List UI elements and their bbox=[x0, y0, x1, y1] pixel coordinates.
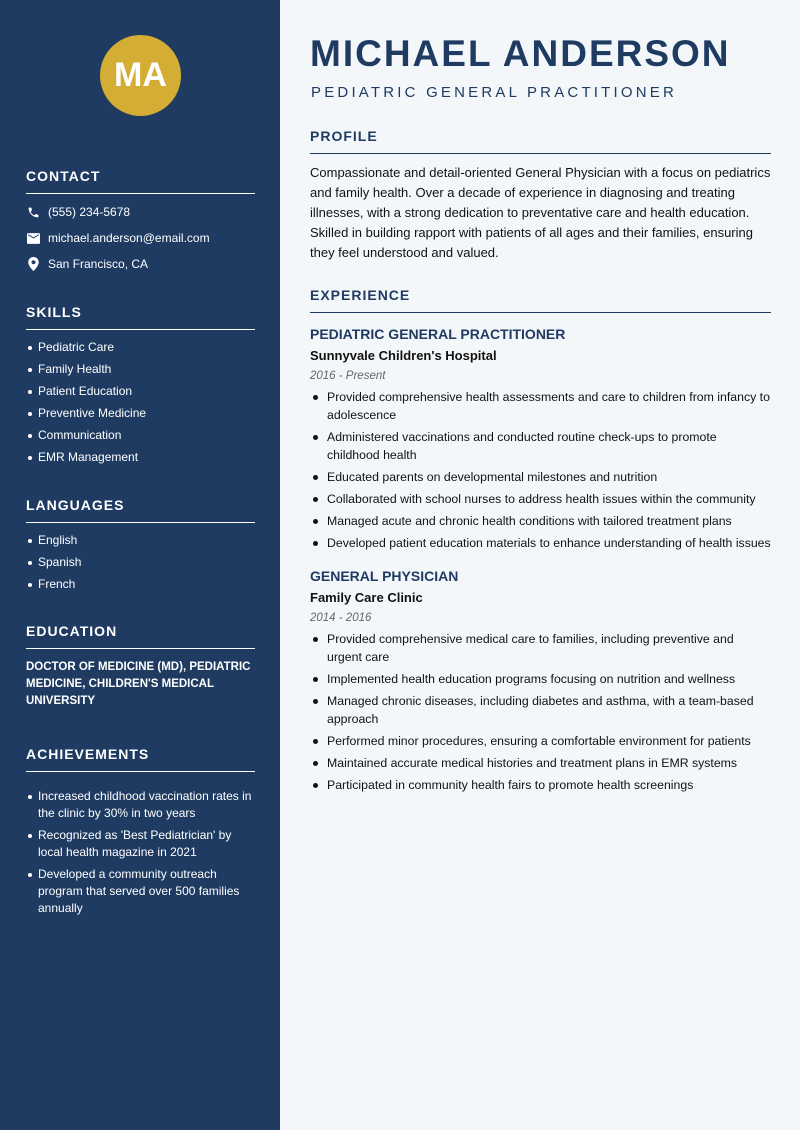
languages-section bbox=[26, 497, 255, 593]
education-title: EDUCATION bbox=[26, 623, 255, 649]
profile-section bbox=[310, 128, 771, 263]
job-bullet: Performed minor procedures, ensuring a comfortable environment for patients bbox=[310, 732, 771, 750]
language-item: English bbox=[26, 532, 255, 549]
education-section bbox=[26, 623, 255, 710]
contact-section bbox=[26, 168, 255, 277]
job-bullet: Participated in community health fairs to promote health screenings bbox=[310, 776, 771, 794]
job-title: GENERAL PHYSICIAN bbox=[310, 568, 459, 584]
job-bullet: Maintained accurate medical histories and treatment plans in EMR systems bbox=[310, 754, 771, 772]
job-bullets bbox=[310, 630, 771, 794]
sidebar bbox=[0, 0, 280, 1130]
language-item: Spanish bbox=[26, 554, 255, 571]
job-entry bbox=[310, 326, 771, 552]
job-entry bbox=[310, 568, 771, 794]
job-bullet: Educated parents on developmental milestones and nutrition bbox=[310, 468, 771, 486]
achievement-item: Recognized as 'Best Pediatrician' by local health magazine in 2021 bbox=[26, 827, 255, 861]
achievements-section bbox=[26, 746, 255, 917]
achievements-list bbox=[26, 788, 255, 917]
skill-item: Communication bbox=[26, 427, 255, 444]
job-bullet: Developed patient education materials to enhance understanding of health issues bbox=[310, 534, 771, 552]
phone-icon bbox=[26, 205, 40, 219]
contact-phone bbox=[26, 199, 255, 225]
job-title: PEDIATRIC GENERAL PRACTITIONER bbox=[310, 326, 566, 342]
contact-email bbox=[26, 225, 255, 251]
achievement-item: Developed a community outreach program that served over 500 families annually bbox=[26, 866, 255, 917]
achievement-item: Increased childhood vaccination rates in the clinic by 30% in two years bbox=[26, 788, 255, 822]
candidate-role: PEDIATRIC GENERAL PRACTITIONER bbox=[311, 84, 678, 101]
education-degree: DOCTOR OF MEDICINE (MD), PEDIATRIC MEDICINE, CHILDREN'S MEDICAL UNIVERSITY bbox=[26, 661, 251, 707]
profile-title: PROFILE bbox=[310, 128, 771, 154]
job-period: 2014 - 2016 bbox=[310, 612, 372, 624]
job-bullets bbox=[310, 388, 771, 552]
experience-title: EXPERIENCE bbox=[310, 287, 771, 313]
candidate-name: MICHAEL ANDERSON bbox=[310, 33, 731, 74]
skill-item: Family Health bbox=[26, 361, 255, 378]
job-bullet: Managed acute and chronic health conditions with tailored treatment plans bbox=[310, 512, 771, 530]
skill-item: Pediatric Care bbox=[26, 339, 255, 356]
avatar: MA bbox=[100, 35, 181, 116]
job-bullet: Implemented health education programs focusing on nutrition and wellness bbox=[310, 670, 771, 688]
job-bullet: Provided comprehensive health assessments and care to children from infancy to adolescence bbox=[310, 388, 771, 424]
skills-title: SKILLS bbox=[26, 304, 255, 330]
job-employer: Sunnyvale Children's Hospital bbox=[310, 348, 497, 363]
location-pin-icon bbox=[26, 257, 40, 271]
email-icon bbox=[26, 231, 40, 245]
language-item: French bbox=[26, 576, 255, 593]
location-text: San Francisco, CA bbox=[48, 257, 149, 271]
job-bullet: Administered vaccinations and conducted routine check-ups to promote childhood health bbox=[310, 428, 771, 464]
experience-section bbox=[310, 287, 771, 798]
languages-title: LANGUAGES bbox=[26, 497, 255, 523]
skill-item: Patient Education bbox=[26, 383, 255, 400]
skill-item: Preventive Medicine bbox=[26, 405, 255, 422]
languages-list bbox=[26, 532, 255, 593]
job-bullet: Managed chronic diseases, including diabetes and asthma, with a team-based approach bbox=[310, 692, 771, 728]
job-employer: Family Care Clinic bbox=[310, 590, 423, 605]
contact-location bbox=[26, 251, 255, 277]
achievements-title: ACHIEVEMENTS bbox=[26, 746, 255, 772]
phone-text: (555) 234-5678 bbox=[48, 205, 131, 219]
email-text: michael.anderson@email.com bbox=[48, 231, 210, 245]
job-bullet: Collaborated with school nurses to address health issues within the community bbox=[310, 490, 771, 508]
contact-title: CONTACT bbox=[26, 168, 255, 194]
skill-item: EMR Management bbox=[26, 449, 255, 466]
skills-list bbox=[26, 339, 255, 466]
profile-text: Compassionate and detail-oriented General Physician with a focus on pediatrics and family health. Over a decade of experience in diagnosing and treating illnesses, with a strong dedication to preventative care and health education. Skilled in building rapport with patients of all ages and their families, ensuring they feel understood and valued. bbox=[310, 165, 771, 260]
job-period: 2016 - Present bbox=[310, 370, 386, 382]
skills-section bbox=[26, 304, 255, 466]
job-bullet: Provided comprehensive medical care to families, including preventive and urgent care bbox=[310, 630, 771, 666]
